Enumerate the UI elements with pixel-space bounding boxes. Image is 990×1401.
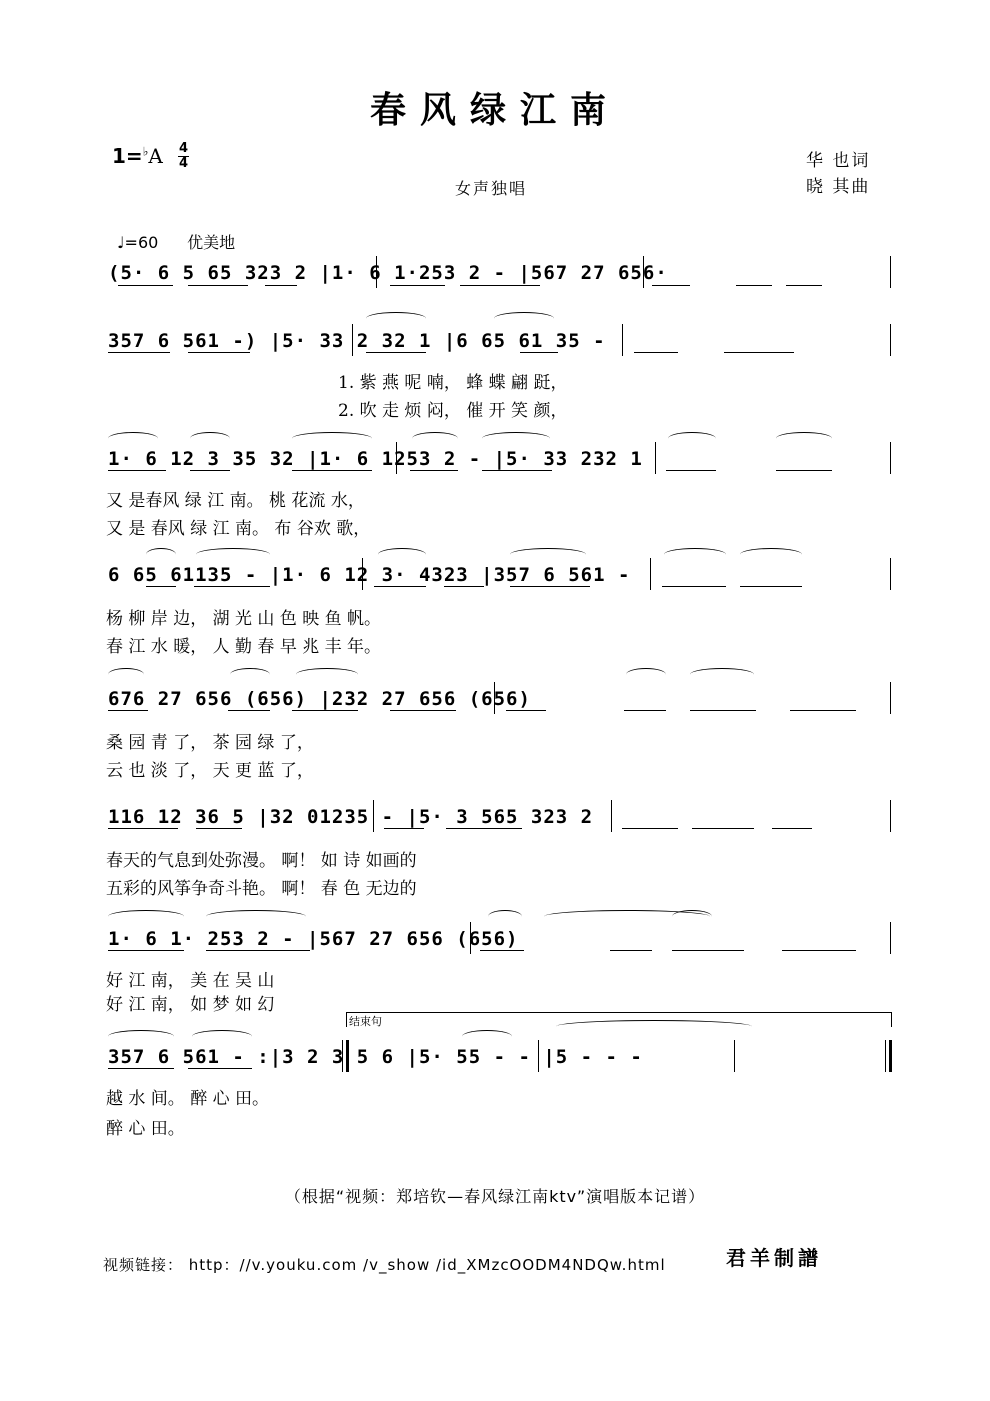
expression-mark: 优美地 — [187, 233, 236, 252]
key-prefix: 1= — [112, 144, 143, 168]
barline — [890, 922, 891, 954]
barline — [890, 558, 891, 590]
beam — [776, 470, 832, 471]
slur — [412, 432, 458, 445]
slur — [672, 910, 712, 923]
meter-bottom: 4 — [178, 156, 189, 171]
barline — [494, 682, 495, 714]
barline — [622, 324, 623, 356]
system-4-lyrics-verse-1: 杨 柳 岸 边， 湖 光 山 色 映 鱼 帆。 — [106, 609, 382, 629]
slur — [196, 548, 270, 561]
system-5-lyrics-verse-2: 云 也 淡 了， 天 更 蓝 了， — [106, 761, 314, 781]
beam — [196, 828, 242, 829]
video-link: 视频链接： http：//v.youku.com /v_show /id_XMzcOODM4NDQw.html — [103, 1256, 666, 1274]
beam — [652, 285, 690, 286]
beam — [610, 950, 652, 951]
beam — [634, 352, 678, 353]
barline — [655, 442, 656, 474]
beam — [194, 586, 270, 587]
beam — [480, 950, 524, 951]
barline — [650, 558, 651, 590]
beam — [510, 586, 590, 587]
ending-label: 结束句 — [349, 1015, 382, 1028]
final-barline-thin — [885, 1040, 886, 1072]
beam — [672, 950, 744, 951]
beam — [724, 352, 794, 353]
beam — [108, 710, 148, 711]
slur — [108, 910, 184, 923]
slur — [776, 432, 832, 445]
slur — [292, 432, 372, 445]
barline — [890, 324, 891, 356]
slur — [108, 432, 158, 445]
transcriber-stamp: 君羊制譜 — [726, 1246, 822, 1270]
beam — [782, 950, 856, 951]
beam — [790, 710, 856, 711]
beam — [692, 828, 754, 829]
system-4-lyrics-verse-2: 春 江 水 暖， 人 勤 春 早 兆 丰 年。 — [106, 637, 382, 657]
meter-top: 4 — [178, 141, 189, 156]
beam — [265, 285, 297, 286]
system-3-lyrics-verse-1: 又 是春风 绿 江 南。 桃 花流 水， — [106, 491, 365, 511]
flat-sign: ♭ — [142, 144, 149, 159]
slur — [230, 668, 270, 681]
time-signature — [178, 142, 189, 171]
slur — [206, 910, 306, 923]
barline — [373, 800, 374, 832]
system-2-notes: 357 6 561 -) |5· 33 2 32 1 |6 65 61 35 - — [108, 330, 606, 352]
system-1-notes: (5· 6 5 65 323 2 |1· 6 1·253 2 - |567 27 656· — [108, 262, 668, 284]
barline — [362, 558, 363, 590]
beam — [190, 470, 230, 471]
barline — [396, 442, 397, 474]
beam — [390, 710, 456, 711]
system-3-lyrics-verse-2: 又 是 春风 绿 江 南。 布 谷欢 歌， — [106, 519, 371, 539]
repeat-barline-thick — [346, 1040, 349, 1072]
beam — [228, 710, 270, 711]
beam — [736, 285, 772, 286]
beam — [482, 470, 552, 471]
beam — [108, 1068, 174, 1069]
slur — [146, 548, 176, 561]
slur — [366, 312, 426, 325]
beam — [374, 586, 426, 587]
slur — [108, 1030, 174, 1043]
slur — [494, 312, 554, 325]
beam — [390, 285, 445, 286]
system-6-lyrics-verse-1: 春天的气息到处弥漫。 啊！ 如 诗 如画的 — [106, 851, 417, 871]
beam — [410, 470, 458, 471]
beam — [206, 950, 310, 951]
slur — [482, 432, 550, 445]
system-8-lyrics-verse-2: 醉 心 田。 — [106, 1119, 185, 1139]
beam — [786, 285, 822, 286]
slur — [488, 910, 522, 923]
page-title: 春风绿江南 — [369, 89, 620, 131]
slur — [378, 548, 426, 561]
beam — [108, 828, 178, 829]
key-note: A — [148, 144, 163, 168]
beam — [108, 950, 184, 951]
key-signature — [112, 144, 163, 168]
system-4-notes: 6 65 61135 - |1· 6 12 3· 4323 |357 6 561 - — [108, 564, 631, 586]
slur — [296, 668, 358, 681]
beam — [666, 470, 716, 471]
system-7-lyrics-verse-2: 好 江 南， 如 梦 如 幻 — [106, 995, 275, 1015]
slur — [664, 548, 726, 561]
beam — [146, 586, 176, 587]
system-8-notes: 357 6 561 - :|3 2 3 5 6 |5· 55 - - |5 - - - — [108, 1046, 643, 1068]
beam — [690, 710, 756, 711]
barline — [890, 256, 891, 288]
system-2-lyrics-verse-2: 2. 吹 走 烦 闷， 催 开 笑 颜， — [338, 401, 568, 421]
barline — [734, 1040, 735, 1072]
beam — [662, 586, 726, 587]
beam — [108, 470, 166, 471]
beam — [292, 710, 358, 711]
barline — [890, 682, 891, 714]
slur — [626, 668, 666, 681]
barline — [470, 922, 471, 954]
slur — [190, 432, 230, 445]
beam — [622, 828, 678, 829]
beam — [108, 352, 170, 353]
performance-type: 女声独唱 — [455, 179, 528, 198]
slur — [740, 548, 802, 561]
source-note: （根据“视频：郑培钦—春风绿江南ktv”演唱版本记谱） — [284, 1187, 706, 1206]
barline — [890, 442, 891, 474]
beam — [624, 710, 666, 711]
slur — [690, 668, 754, 681]
tempo-mark: ♩=60 — [117, 233, 159, 252]
beam — [188, 352, 250, 353]
composer-credit: 晓 其曲 — [806, 177, 871, 197]
slur — [192, 1030, 252, 1043]
beam — [188, 1068, 252, 1069]
system-5-lyrics-verse-1: 桑 园 青 了， 茶 园 绿 了， — [106, 733, 314, 753]
repeat-barline — [342, 1040, 343, 1072]
beam — [740, 586, 802, 587]
barline — [643, 256, 644, 288]
tempo-marking — [117, 230, 235, 253]
beam — [446, 828, 522, 829]
system-6-lyrics-verse-2: 五彩的风筝争奇斗艳。 啊！ 春 色 无边的 — [106, 879, 417, 899]
beam — [520, 352, 558, 353]
beam — [384, 828, 424, 829]
slur — [510, 548, 586, 561]
system-7-notes: 1· 6 1· 253 2 - |567 27 656 (656) — [108, 928, 519, 950]
slur — [462, 1030, 512, 1043]
beam — [118, 285, 173, 286]
system-6-notes: 116 12 36 5 |32 01235 - |5· 3 565 323 2 — [108, 806, 594, 828]
barline — [352, 324, 353, 356]
system-8-lyrics-verse-1: 越 水 间。 醉 心 田。 — [106, 1089, 270, 1109]
beam — [506, 710, 546, 711]
lyricist-credit: 华 也词 — [806, 151, 871, 171]
system-2-lyrics-verse-1: 1. 紫 燕 呢 喃， 蜂 蝶 翩 跹， — [338, 373, 568, 393]
beam — [188, 285, 248, 286]
barline — [376, 256, 377, 288]
beam — [772, 828, 812, 829]
beam — [292, 470, 372, 471]
beam — [460, 285, 540, 286]
beam — [366, 352, 426, 353]
barline — [611, 800, 612, 832]
final-barline-thick — [889, 1040, 892, 1072]
slur — [108, 668, 144, 681]
slur — [668, 432, 716, 445]
barline — [890, 800, 891, 832]
beam — [444, 586, 484, 587]
system-3-notes: 1· 6 12 3 35 32 |1· 6 1253 2 - |5· 33 232 1 — [108, 448, 643, 470]
slur — [556, 1020, 752, 1033]
barline — [538, 1040, 539, 1072]
system-7-lyrics-verse-1: 好 江 南， 美 在 吴 山 — [106, 971, 275, 991]
system-5-notes: 676 27 656 (656) |232 27 656 (656) — [108, 688, 531, 710]
